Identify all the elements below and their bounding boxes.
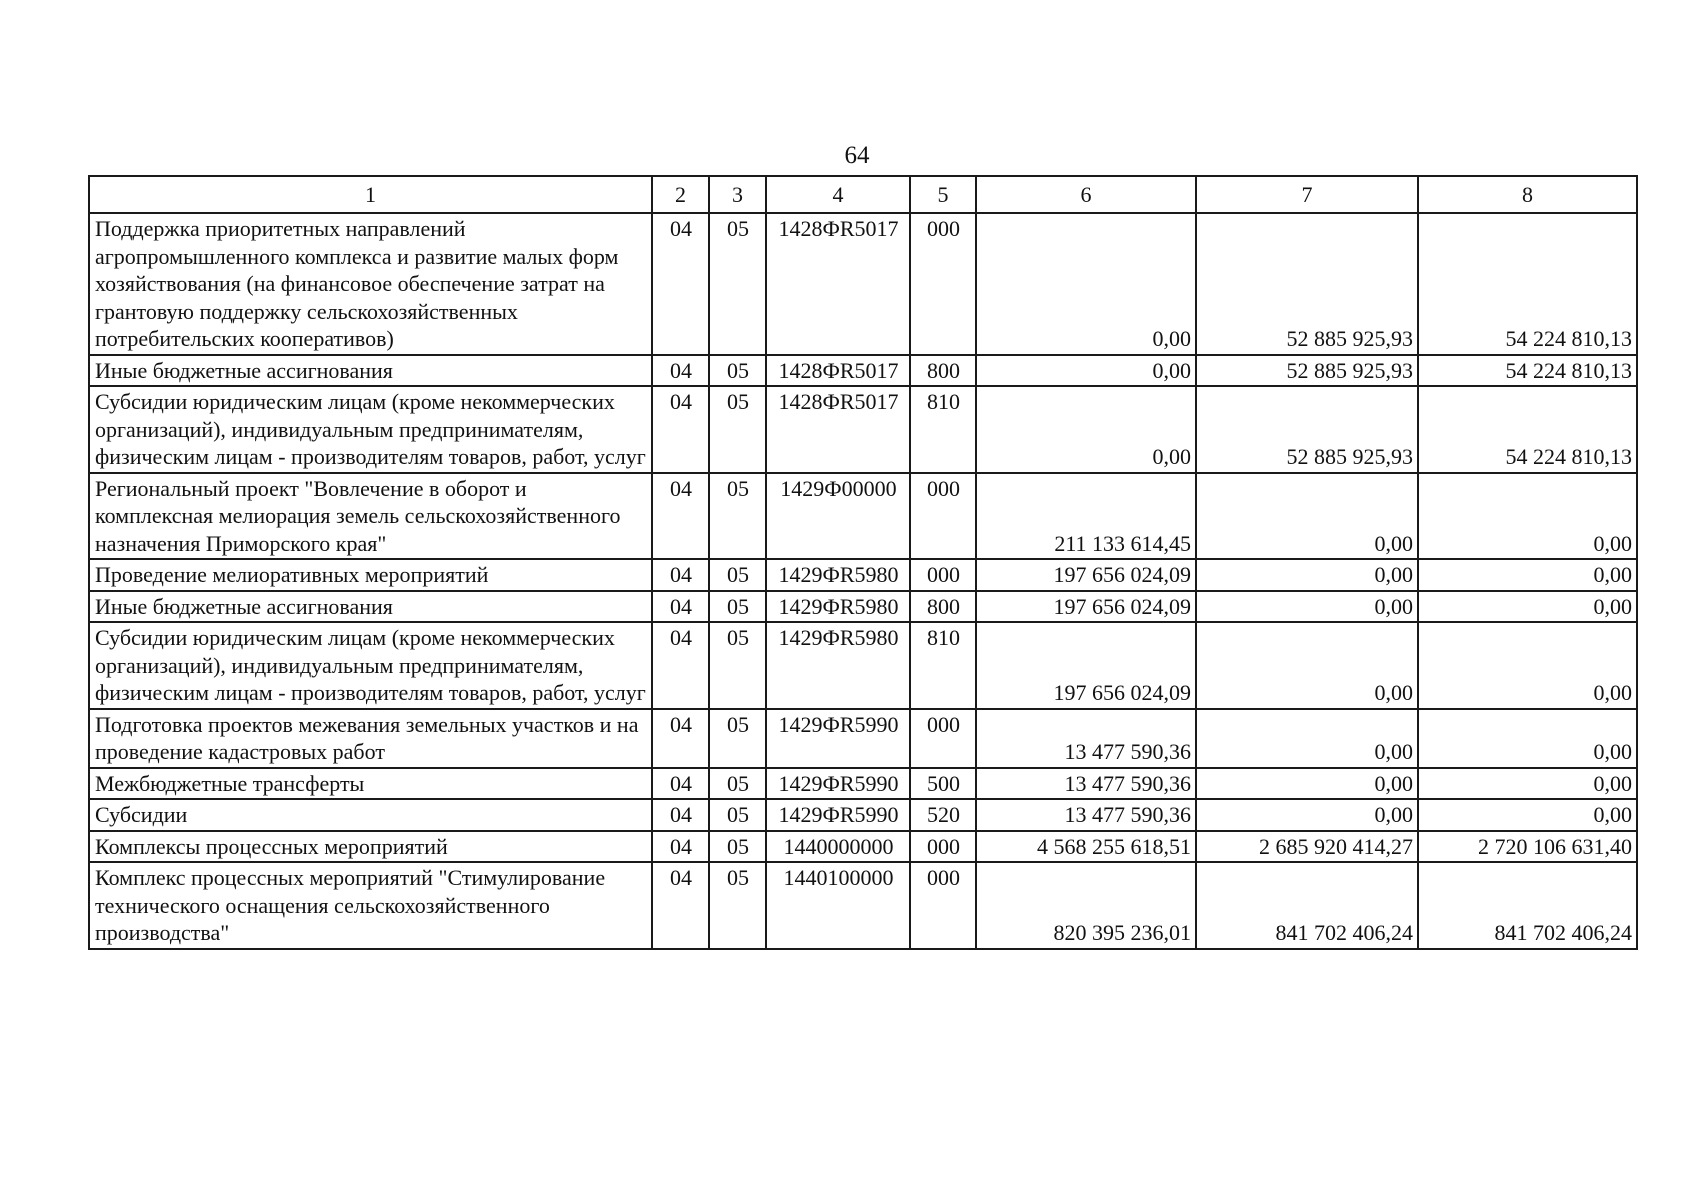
amount-col6-cell: 211 133 614,45: [976, 473, 1196, 560]
subsection-code-cell: 05: [709, 622, 766, 709]
amount-col7-cell: 0,00: [1196, 709, 1418, 768]
target-article-cell: 1428ФR5017: [766, 386, 910, 473]
target-article-cell: 1429Ф00000: [766, 473, 910, 560]
amount-col6-cell: 13 477 590,36: [976, 799, 1196, 831]
target-article-cell: 1440000000: [766, 831, 910, 863]
amount-col8-cell: 0,00: [1418, 799, 1637, 831]
section-code-cell: 04: [652, 709, 709, 768]
subsection-code-cell: 05: [709, 862, 766, 949]
expense-type-cell: 000: [910, 831, 976, 863]
amount-col7-cell: 52 885 925,93: [1196, 386, 1418, 473]
section-code-cell: 04: [652, 768, 709, 800]
expense-type-cell: 810: [910, 622, 976, 709]
subsection-code-cell: 05: [709, 386, 766, 473]
target-article-cell: 1428ФR5017: [766, 355, 910, 387]
row-name-cell: Межбюджетные трансферты: [89, 768, 652, 800]
target-article-cell: 1429ФR5990: [766, 709, 910, 768]
amount-col6-cell: 0,00: [976, 213, 1196, 355]
expense-type-cell: 000: [910, 862, 976, 949]
target-article-cell: 1429ФR5990: [766, 768, 910, 800]
table-row: [89, 213, 1637, 355]
table-row: [89, 709, 1637, 768]
section-code-cell: 04: [652, 862, 709, 949]
subsection-code-cell: 05: [709, 473, 766, 560]
subsection-code-cell: 05: [709, 799, 766, 831]
table-header-row: [89, 176, 1637, 213]
amount-col7-cell: 0,00: [1196, 473, 1418, 560]
subsection-code-cell: 05: [709, 559, 766, 591]
subsection-code-cell: 05: [709, 355, 766, 387]
amount-col6-cell: 13 477 590,36: [976, 709, 1196, 768]
section-code-cell: 04: [652, 799, 709, 831]
amount-col8-cell: 0,00: [1418, 622, 1637, 709]
section-code-cell: 04: [652, 386, 709, 473]
amount-col8-cell: 54 224 810,13: [1418, 355, 1637, 387]
amount-col7-cell: 52 885 925,93: [1196, 355, 1418, 387]
expense-type-cell: 500: [910, 768, 976, 800]
amount-col8-cell: 841 702 406,24: [1418, 862, 1637, 949]
amount-col8-cell: 0,00: [1418, 768, 1637, 800]
expense-type-cell: 000: [910, 559, 976, 591]
section-code-cell: 04: [652, 831, 709, 863]
table-row: [89, 622, 1637, 709]
amount-col8-cell: 0,00: [1418, 591, 1637, 623]
amount-col6-cell: 197 656 024,09: [976, 622, 1196, 709]
table-row: [89, 862, 1637, 949]
column-header: 8: [1418, 176, 1637, 213]
amount-col6-cell: 0,00: [976, 386, 1196, 473]
amount-col7-cell: 2 685 920 414,27: [1196, 831, 1418, 863]
expense-type-cell: 000: [910, 473, 976, 560]
row-name-cell: Проведение мелиоративных мероприятий: [89, 559, 652, 591]
section-code-cell: 04: [652, 473, 709, 560]
amount-col8-cell: 54 224 810,13: [1418, 386, 1637, 473]
subsection-code-cell: 05: [709, 709, 766, 768]
table-row: [89, 386, 1637, 473]
row-name-cell: Иные бюджетные ассигнования: [89, 591, 652, 623]
table-row: [89, 799, 1637, 831]
row-name-cell: Подготовка проектов межевания земельных участков и на проведение кадастровых работ: [89, 709, 652, 768]
row-name-cell: Региональный проект "Вовлечение в оборот и комплексная мелиорация земель сельскохозяйственного назначения Приморского края": [89, 473, 652, 560]
amount-col7-cell: 0,00: [1196, 768, 1418, 800]
table-row: [89, 768, 1637, 800]
section-code-cell: 04: [652, 622, 709, 709]
column-header: 3: [709, 176, 766, 213]
table-row: [89, 831, 1637, 863]
amount-col6-cell: 13 477 590,36: [976, 768, 1196, 800]
subsection-code-cell: 05: [709, 831, 766, 863]
amount-col8-cell: 54 224 810,13: [1418, 213, 1637, 355]
section-code-cell: 04: [652, 559, 709, 591]
target-article-cell: 1429ФR5980: [766, 622, 910, 709]
expense-type-cell: 000: [910, 709, 976, 768]
row-name-cell: Поддержка приоритетных направлений агропромышленного комплекса и развитие малых форм хозяйствования (на финансовое обеспечение затрат на грантовую поддержку сельскохозяйственных потребительских кооперативов): [89, 213, 652, 355]
column-header: 6: [976, 176, 1196, 213]
expense-type-cell: 810: [910, 386, 976, 473]
amount-col6-cell: 4 568 255 618,51: [976, 831, 1196, 863]
subsection-code-cell: 05: [709, 213, 766, 355]
amount-col7-cell: 0,00: [1196, 622, 1418, 709]
section-code-cell: 04: [652, 355, 709, 387]
expense-type-cell: 800: [910, 355, 976, 387]
table-row: [89, 355, 1637, 387]
amount-col8-cell: 0,00: [1418, 559, 1637, 591]
row-name-cell: Иные бюджетные ассигнования: [89, 355, 652, 387]
target-article-cell: 1428ФR5017: [766, 213, 910, 355]
column-header: 7: [1196, 176, 1418, 213]
row-name-cell: Комплекс процессных мероприятий "Стимулирование технического оснащения сельскохозяйственного производства": [89, 862, 652, 949]
amount-col7-cell: 841 702 406,24: [1196, 862, 1418, 949]
expense-type-cell: 520: [910, 799, 976, 831]
column-header: 2: [652, 176, 709, 213]
row-name-cell: Субсидии юридическим лицам (кроме некоммерческих организаций), индивидуальным предпринимателям, физическим лицам - производителям товаров, работ, услуг: [89, 386, 652, 473]
budget-table: [88, 175, 1638, 950]
amount-col6-cell: 197 656 024,09: [976, 559, 1196, 591]
column-header: 5: [910, 176, 976, 213]
table-row: [89, 559, 1637, 591]
row-name-cell: Комплексы процессных мероприятий: [89, 831, 652, 863]
table-row: [89, 473, 1637, 560]
target-article-cell: 1440100000: [766, 862, 910, 949]
section-code-cell: 04: [652, 213, 709, 355]
section-code-cell: 04: [652, 591, 709, 623]
amount-col6-cell: 820 395 236,01: [976, 862, 1196, 949]
amount-col6-cell: 0,00: [976, 355, 1196, 387]
amount-col7-cell: 0,00: [1196, 799, 1418, 831]
subsection-code-cell: 05: [709, 591, 766, 623]
target-article-cell: 1429ФR5980: [766, 559, 910, 591]
amount-col8-cell: 0,00: [1418, 709, 1637, 768]
row-name-cell: Субсидии: [89, 799, 652, 831]
column-header: 4: [766, 176, 910, 213]
row-name-cell: Субсидии юридическим лицам (кроме некоммерческих организаций), индивидуальным предпринимателям, физическим лицам - производителям товаров, работ, услуг: [89, 622, 652, 709]
amount-col8-cell: 0,00: [1418, 473, 1637, 560]
target-article-cell: 1429ФR5980: [766, 591, 910, 623]
page-number: 64: [844, 142, 870, 169]
expense-type-cell: 000: [910, 213, 976, 355]
amount-col7-cell: 52 885 925,93: [1196, 213, 1418, 355]
amount-col7-cell: 0,00: [1196, 591, 1418, 623]
subsection-code-cell: 05: [709, 768, 766, 800]
target-article-cell: 1429ФR5990: [766, 799, 910, 831]
table-row: [89, 591, 1637, 623]
column-header: 1: [89, 176, 652, 213]
amount-col8-cell: 2 720 106 631,40: [1418, 831, 1637, 863]
expense-type-cell: 800: [910, 591, 976, 623]
amount-col6-cell: 197 656 024,09: [976, 591, 1196, 623]
amount-col7-cell: 0,00: [1196, 559, 1418, 591]
